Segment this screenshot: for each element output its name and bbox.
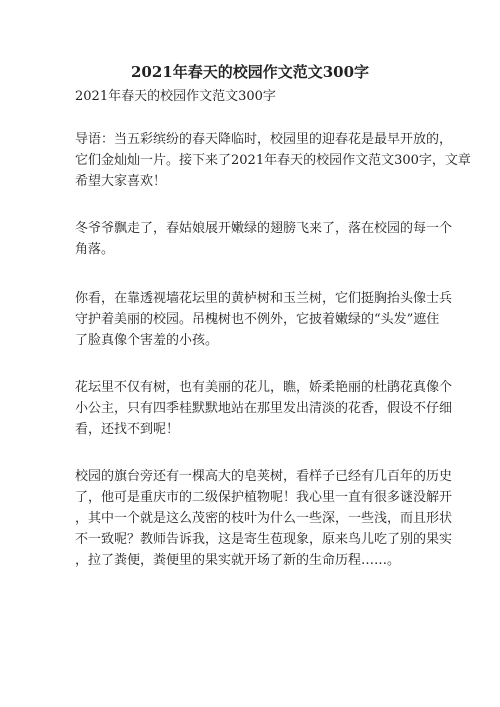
text-line: 不一致呢？教师告诉我，这是寄生苞现象，原来鸟儿吃了别的果实 bbox=[75, 532, 453, 547]
text-line: 导语：当五彩缤纷的春天降临时，校园里的迎春花是最早开放的， bbox=[75, 132, 453, 147]
text-line: 守护着美丽的校园。吊槐树也不例外，它披着嫩绿的“头发”遮住 bbox=[75, 312, 440, 327]
text-line: 你看，在靠透视墙花坛里的黄栌树和玉兰树，它们挺胸抬头像士兵 bbox=[75, 291, 453, 306]
text-line: ，其中一个就是这么茂密的枝叶为什么一些深，一些浅，而且形状 bbox=[75, 511, 453, 526]
paragraph-winter bbox=[75, 218, 453, 260]
paragraph-flowers bbox=[75, 377, 453, 440]
text-line: 了脸真像个害羞的小孩。 bbox=[75, 333, 219, 348]
text-line: 冬爷爷飘走了，春姑娘展开嫩绿的翅膀飞来了，落在校园的每一个 bbox=[75, 221, 453, 236]
paragraph-trees bbox=[75, 288, 453, 351]
text-line: ，拉了粪便，粪便里的果实就开场了新的生命历程……。 bbox=[75, 553, 401, 568]
text-line: 希望大家喜欢！ bbox=[75, 174, 167, 189]
text-line: 看，还找不到呢！ bbox=[75, 422, 180, 437]
text-line: 小公主，只有四季桂默默地站在那里发出清淡的花香，假设不仔细 bbox=[75, 401, 453, 416]
text-line: 花坛里不仅有树，也有美丽的花儿，瞧，娇柔艳丽的杜鹃花真像个 bbox=[75, 380, 453, 395]
subtitle: 2021年春天的校园作文范文300字 bbox=[75, 89, 276, 104]
paragraph-locust-tree bbox=[75, 466, 453, 571]
text-line: 它们金灿灿一片。接下来了2021年春天的校园作文范文300字，文章 bbox=[75, 153, 471, 168]
text-line: 角落。 bbox=[75, 242, 115, 257]
text-line: 校园的旗台旁还有一棵高大的皂荚树，看样子已经有几百年的历史 bbox=[75, 469, 453, 484]
paragraph-intro bbox=[75, 129, 471, 192]
page-title: 2021年春天的校园作文范文300字 bbox=[130, 63, 370, 81]
text-line: 了，他可是重庆市的二级保护植物呢！我心里一直有很多谜没解开 bbox=[75, 490, 453, 505]
